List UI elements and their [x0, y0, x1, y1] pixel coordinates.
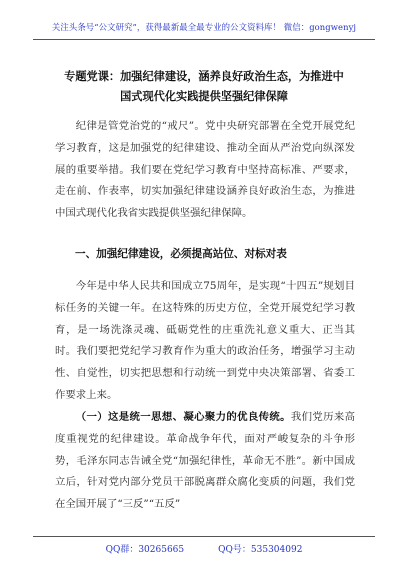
- footer-qq: QQ号：535304092: [218, 545, 303, 555]
- title-line-2: 国式现代化实践提供坚强纪律保障: [120, 89, 288, 103]
- header-banner: 关注头条号“公文研究”，获得最新最全最专业的公文资料库！ 微信：gongwenyj: [51, 22, 357, 32]
- footer-divider: [33, 536, 375, 537]
- document-title: [48, 66, 360, 106]
- paragraph-subsection1: [55, 407, 355, 516]
- header-divider: [33, 39, 375, 40]
- paragraph-intro: 纪律是管党治党的“戒尺”。党中央研究部署在全党开展党纪学习教育，这是加强党的纪律建设、推动全面从严治党向纵深发展的重要举措。我们要在党纪学习教育中坚持高标准、严要求，走在前、作表率，切实加强纪律建设涵养良好政治生态，为推进中国式现代化我省实践提供坚强纪律保障。: [55, 120, 355, 220]
- footer: [0, 542, 408, 555]
- subsection-lead: （一）这是统一思想、凝心聚力的优良传统。: [75, 411, 291, 423]
- paragraph-section1: 今年是中华人民共和国成立75周年，是实现“十四五”规划目标任务的关键一年。在这特殊的历史方位，全党开展党纪学习教育，是一场洗涤灵魂、砥砺党性的庄重洗礼意义重大、正当其时。我们要把党纪学习教育作为重大的政治任务，增强学习主动性、自觉性，切实把思想和行动统一到党中央决策部署、省委工作要求上来。: [55, 280, 355, 401]
- footer-qq-group: QQ群：30265665: [105, 545, 185, 555]
- subsection-body: 我们党历来高度重视党的纪律建设。革命战争年代，面对严峻复杂的斗争形势，毛泽东同志告诫全党“加强纪律性，革命无不胜”。新中国成立后，针对党内部分党员干部脱离群众腐化变质的问题，我们党在全国开展了“三反”“五反”: [55, 411, 356, 511]
- title-line-1: 专题党课：加强纪律建设，涵养良好政治生态，为推进中: [64, 69, 344, 83]
- section-heading-1: 一、加强纪律建设，必须提高站位、对标对表: [75, 248, 287, 260]
